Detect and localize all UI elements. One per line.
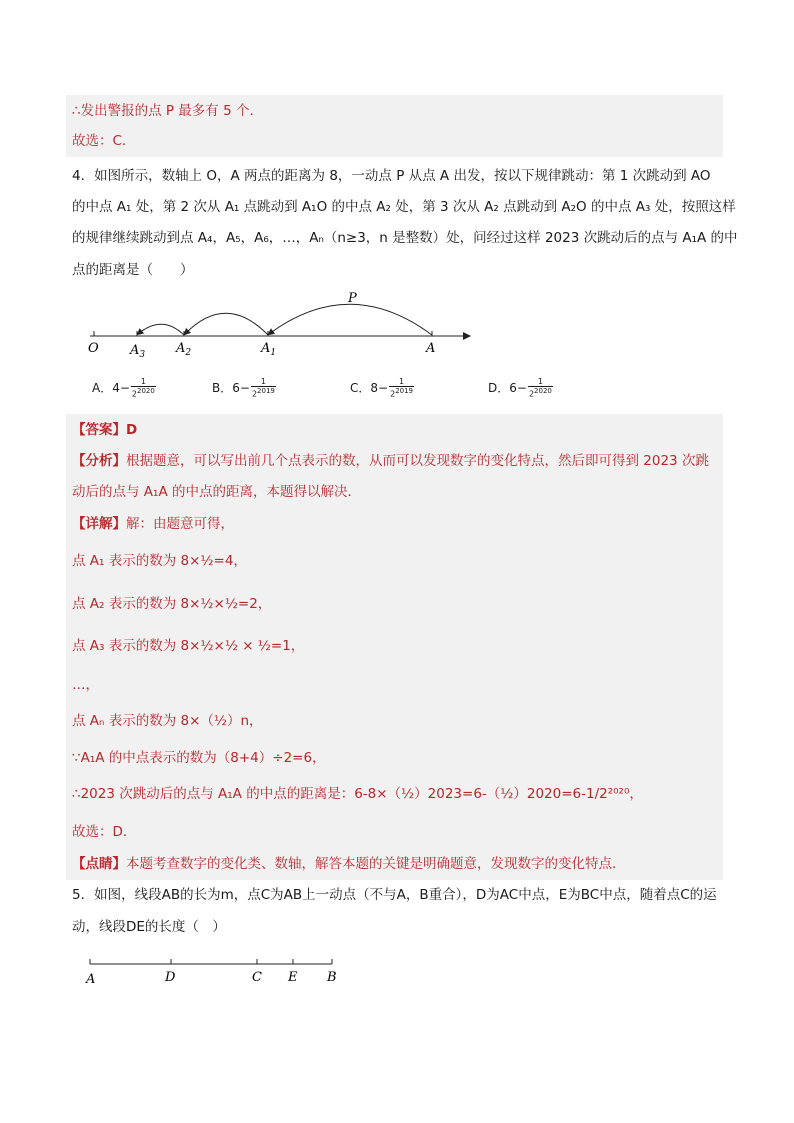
option-b-exp: 2019	[257, 387, 275, 395]
detail-line-1	[72, 514, 234, 534]
q4-line-3: 的规律继续跳动到点 A₄，A₅，A₆，…，Aₙ（n≥3，n 是整数）处，问经过这样 2023 次跳动后的点与 A₁A 的中	[72, 230, 738, 246]
option-d-letter: D．	[488, 380, 510, 395]
option-a-lead: 4−	[112, 380, 130, 395]
analysis-line-2: 动后的点与 A₁A 的中点的距离，本题得以解决．	[72, 484, 361, 500]
option-c-num: 1	[389, 378, 414, 387]
step-ellipsis: …，	[72, 677, 99, 693]
answer-tag: 【答案】	[72, 422, 126, 438]
comment-tag: 【点睛】	[72, 856, 126, 872]
q4-line-2: 的中点 A₁ 处，第 2 次从 A₁ 点跳动到 A₁O 的中点 A₂ 处，第 3 次从 A₂ 点跳动到 A₂O 的中点 A₃ 处，按照这样	[72, 199, 736, 215]
label-a3: $A_3$	[130, 343, 146, 360]
jump-arc-2	[185, 313, 268, 335]
q4-line-4: 点的距离是（ ）	[72, 262, 194, 278]
detail-text-1: 解：由题意可得，	[126, 516, 234, 532]
analysis-tag: 【分析】	[72, 453, 126, 469]
label-c: C	[252, 970, 262, 985]
top-conclusion: ∴发出警报的点 P 最多有 5 个．	[72, 103, 263, 119]
label-e: E	[288, 970, 298, 985]
q5-line-1: 5．如图，线段AB的长为m，点C为AB上一动点（不与A，B重合），D为AC中点，E为BC中点，随着点C的运	[72, 887, 717, 903]
option-d-base: 2	[528, 389, 535, 399]
detail-tag: 【详解】	[72, 516, 126, 532]
step-an: 点 Aₙ 表示的数为 8×（½）n，	[72, 713, 263, 729]
jump-arc-1	[269, 304, 432, 335]
top-choice: 故选：C．	[72, 133, 136, 149]
q4-line-1: 4．如图所示，数轴上 O，A 两点的距离为 8，一动点 P 从点 A 出发，按以下规律跳动：第 1 次跳动到 AO	[72, 168, 711, 184]
label-d: D	[165, 970, 176, 985]
option-c-lead: 8−	[370, 380, 389, 395]
analysis-text-1: 根据题意，可以写出前几个点表示的数，从而可以发现数字的变化特点，然后即可得到 2023 次跳	[126, 453, 709, 469]
option-b-base: 2	[251, 389, 258, 399]
option-d-lead: 6−	[509, 380, 527, 395]
step-a3: 点 A₃ 表示的数为 8×½×½ × ½=1，	[72, 638, 305, 654]
option-d-exp: 2020	[534, 387, 552, 395]
label-a1: $A_1$	[261, 341, 277, 358]
comment-line	[72, 854, 626, 874]
answer-line	[72, 420, 137, 440]
label-b: B	[327, 970, 337, 985]
option-a-exp: 2020	[137, 387, 155, 395]
answer-value: D	[126, 422, 138, 438]
option-c-letter: C．	[350, 380, 371, 395]
label-a-q5: A	[86, 972, 96, 987]
option-b-letter: B．	[212, 380, 233, 395]
option-a[interactable]	[92, 378, 157, 399]
option-b-num: 1	[251, 378, 276, 387]
step-midpoint: ∵A₁A 的中点表示的数为（8+4）÷2=6，	[72, 750, 326, 766]
option-a-base: 2	[131, 389, 138, 399]
comment-text: 本题考查数字的变化类、数轴，解答本题的关键是明确题意，发现数字的变化特点．	[126, 856, 626, 872]
analysis-line-1	[72, 451, 709, 471]
step-distance: ∴2023 次跳动后的点与 A₁A 的中点的距离是：6-8×（½）2023=6-（½）2020=6-1/2²⁰²⁰，	[72, 786, 643, 802]
label-a: A	[426, 341, 436, 356]
q4-number-line-figure	[80, 284, 480, 360]
label-a2: $A_2$	[176, 341, 192, 358]
label-p: P	[348, 291, 357, 306]
option-b[interactable]	[212, 378, 277, 399]
option-c[interactable]	[350, 378, 415, 399]
step-a1: 点 A₁ 表示的数为 8×½=4，	[72, 553, 247, 569]
q4-choice: 故选：D．	[72, 824, 137, 840]
q5-segment-figure	[80, 954, 350, 990]
option-a-num: 1	[131, 378, 156, 387]
q5-line-2: 动，线段DE的长度（ ）	[72, 919, 226, 935]
option-b-lead: 6−	[232, 380, 250, 395]
option-d[interactable]	[488, 378, 554, 399]
step-a2: 点 A₂ 表示的数为 8×½×½=2，	[72, 596, 272, 612]
option-c-base: 2	[390, 389, 396, 399]
option-a-letter: A．	[92, 380, 113, 395]
jump-arc-3	[138, 324, 184, 335]
label-o: O	[88, 341, 99, 356]
option-d-num: 1	[528, 378, 553, 387]
option-c-exp: 2019	[395, 387, 414, 395]
